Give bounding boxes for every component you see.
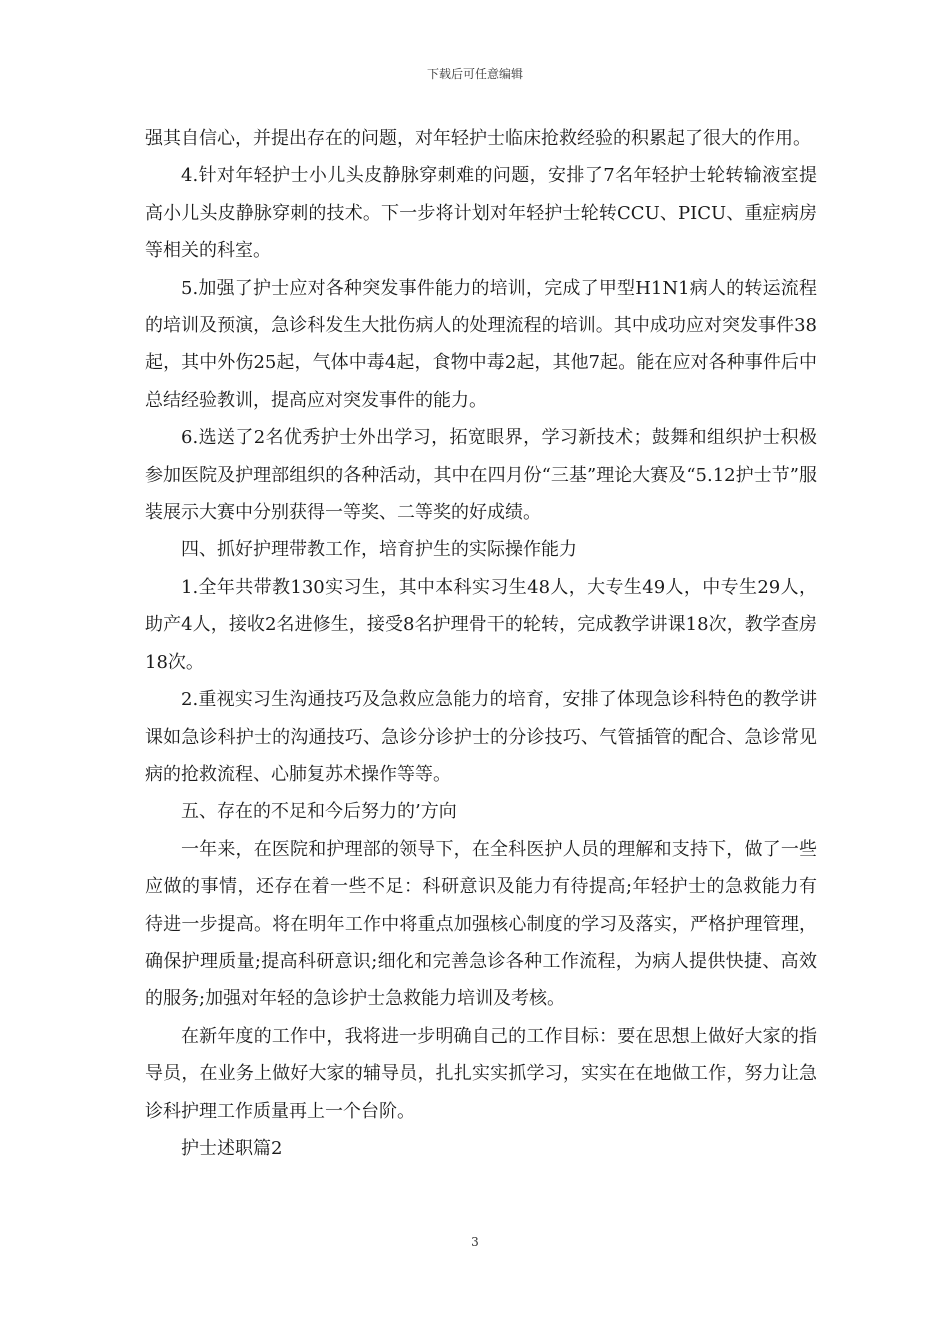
section-heading-5: 五、存在的不足和今后努力的’方向	[181, 801, 457, 823]
paragraph-item-4: 4.针对年轻护士小儿头皮静脉穿刺难的问题，安排了7名年轻护士轮转输液室提高小儿头皮静脉穿刺的技术。下一步将计划对年轻护士轮转CCU、PICU、重症病房等相关的科室。	[145, 165, 817, 262]
next-article-title: 护士述职篇2	[181, 1137, 283, 1159]
paragraph-item-5: 5.加强了护士应对各种突发事件能力的培训，完成了甲型H1N1病人的转运流程的培训及预演，急诊科发生大批伤病人的处理流程的培训。其中成功应对突发事件38起，其中外伤25起，气体中毒4起，食物中毒2起，其他7起。能在应对各种事件后中总结经验教训，提高应对突发事件的能力。	[145, 277, 817, 411]
paragraph-item-6: 6.选送了2名优秀护士外出学习，拓宽眼界，学习新技术；鼓舞和组织护士积极参加医院及护理部组织的各种活动，其中在四月份“三基”理论大赛及“5.12护士节”服装展示大赛中分别获得一等奖、二等奖的好成绩。	[145, 427, 817, 524]
paragraph-goals: 在新年度的工作中，我将进一步明确自己的工作目标：要在思想上做好大家的指导员，在业务上做好大家的辅导员，扎扎实实抓学习，实实在在地做工作，努力让急诊科护理工作质量再上一个台阶。	[145, 1025, 817, 1122]
section-heading-4: 四、抓好护理带教工作，培育护生的实际操作能力	[181, 539, 577, 561]
page-number: 3	[471, 1235, 479, 1249]
document-body	[145, 120, 817, 1167]
paragraph-teaching-2: 2.重视实习生沟通技巧及急救应急能力的培育，安排了体现急诊科特色的教学讲课如急诊科护士的沟通技巧、急诊分诊护士的分诊技巧、气管插管的配合、急诊常见病的抢救流程、心肺复苏术操作等等。	[145, 689, 817, 785]
paragraph-shortcomings: 一年来，在医院和护理部的领导下，在全科医护人员的理解和支持下，做了一些应做的事情，还存在着一些不足：科研意识及能力有待提高;年轻护士的急救能力有待进一步提高。将在明年工作中将重点加强核心制度的学习及落实，严格护理管理，确保护理质量;提高科研意识;细化和完善急诊各种工作流程，为病人提供快捷、高效的服务;加强对年轻的急诊护士急救能力培训及考核。	[145, 838, 817, 1010]
paragraph-continuation: 强其自信心，并提出存在的问题，对年轻护士临床抢救经验的积累起了很大的作用。	[145, 128, 811, 149]
page-header: 下载后可任意编辑	[426, 67, 523, 81]
paragraph-teaching-1: 1.全年共带教130实习生，其中本科实习生48人，大专生49人，中专生29人，助产4人，接收2名进修生，接受8名护理骨干的轮转，完成教学讲课18次，教学查房18次。	[145, 576, 817, 673]
